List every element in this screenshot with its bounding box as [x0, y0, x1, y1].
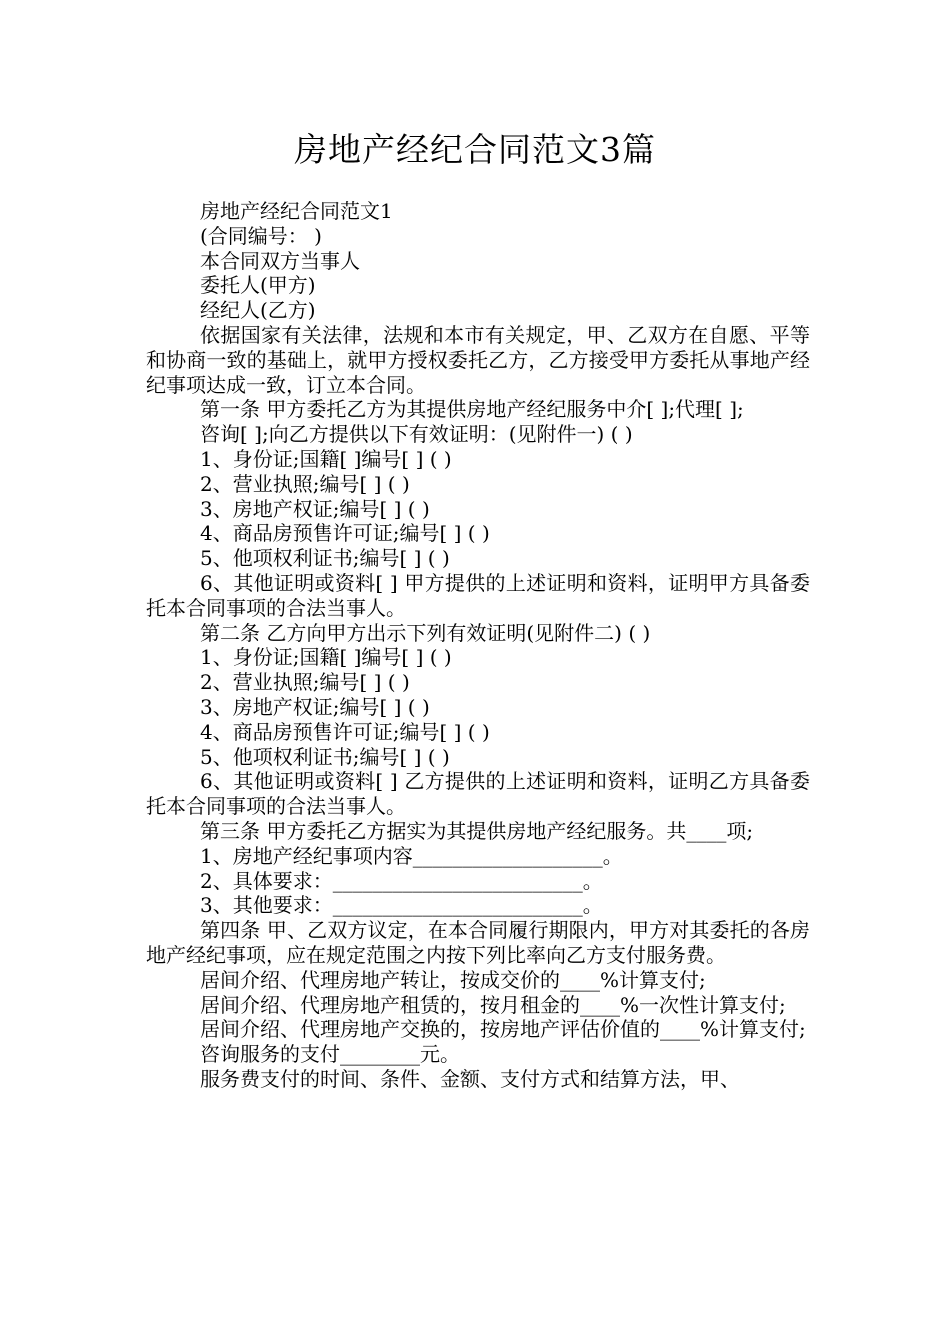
- party-b-paragraph: 经纪人(乙方): [200, 298, 316, 323]
- contract-number-paragraph: (合同编号： ): [200, 223, 322, 248]
- article-2-item-3: 3、房地产权证;编号[ ] ( ): [200, 694, 430, 719]
- article-2-item-6: 6、其他证明或资料[ ] 乙方提供的上述证明和资料，证明乙方具备委托本合同事项的合法当事人。: [146, 769, 810, 819]
- article-1-item-5: 5、他项权利证书;编号[ ] ( ): [200, 546, 450, 571]
- article-2-item-5: 5、他项权利证书;编号[ ] ( ): [200, 744, 450, 769]
- article-1-item-1: 1、身份证;国籍[ ]编号[ ] ( ): [200, 446, 452, 471]
- parties-paragraph: 本合同双方当事人: [200, 248, 360, 273]
- article-3-item-1: 1、房地产经纪事项内容___________________。: [200, 843, 623, 868]
- article-1-consulting-paragraph: 咨询[ ];向乙方提供以下有效证明：(见附件一) ( ): [200, 422, 633, 447]
- article-2-item-1: 1、身份证;国籍[ ]编号[ ] ( ): [200, 645, 452, 670]
- article-3-paragraph: 第三条 甲方委托乙方据实为其提供房地产经纪服务。共____项;: [200, 818, 754, 843]
- article-4-lease-fee: 居间介绍、代理房地产租赁的，按月租金的____%一次性计算支付;: [200, 992, 786, 1017]
- preamble-paragraph: 依据国家有关法律，法规和本市有关规定，甲、乙双方在自愿、平等和协商一致的基础上，就甲方授权委托乙方，乙方接受甲方委托从事地产经纪事项达成一致，订立本合同。: [146, 322, 810, 397]
- article-4-transfer-fee: 居间介绍、代理房地产转让，按成交价的____%计算支付;: [200, 967, 706, 992]
- article-3-item-3: 3、其他要求：_________________________。: [200, 893, 603, 918]
- article-4-exchange-fee: 居间介绍、代理房地产交换的，按房地产评估价值的____%计算支付;: [200, 1017, 806, 1042]
- party-a-paragraph: 委托人(甲方): [200, 273, 316, 298]
- article-4-paragraph: 第四条 甲、乙双方议定，在本合同履行期限内，甲方对其委托的各房地产经纪事项，应在规定范围之内按下列比率向乙方支付服务费。: [146, 918, 810, 967]
- article-3-item-2: 2、具体要求：_________________________。: [200, 868, 603, 893]
- article-2-item-2: 2、营业执照;编号[ ] ( ): [200, 670, 410, 695]
- article-1-item-6: 6、其他证明或资料[ ] 甲方提供的上述证明和资料，证明甲方具备委托本合同事项的合法当事人。: [146, 570, 810, 620]
- subtitle-paragraph: 房地产经纪合同范文1: [200, 199, 393, 223]
- article-1-paragraph: 第一条 甲方委托乙方为其提供房地产经纪服务中介[ ];代理[ ];: [200, 397, 744, 422]
- document-title: 房地产经纪合同范文3篇: [294, 130, 656, 169]
- article-1-item-2: 2、营业执照;编号[ ] ( ): [200, 471, 410, 496]
- article-4-consulting-fee: 咨询服务的支付________元。: [200, 1042, 460, 1067]
- document-body: [146, 199, 810, 1092]
- article-4-payment-terms: 服务费支付的时间、条件、金额、支付方式和结算方法，甲、: [200, 1066, 740, 1091]
- article-1-item-4: 4、商品房预售许可证;编号[ ] ( ): [200, 521, 490, 546]
- article-2-item-4: 4、商品房预售许可证;编号[ ] ( ): [200, 719, 490, 744]
- article-2-paragraph: 第二条 乙方向甲方出示下列有效证明(见附件二) ( ): [200, 620, 651, 645]
- article-1-item-3: 3、房地产权证;编号[ ] ( ): [200, 496, 430, 521]
